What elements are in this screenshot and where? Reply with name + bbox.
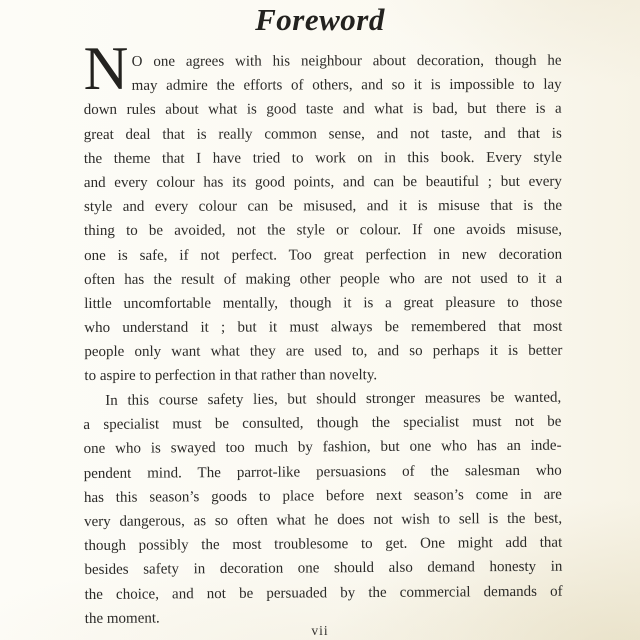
text-line: great deal that is really common sense, and not taste, and that is bbox=[83, 125, 562, 143]
text-line: besides safety in decoration one should also demand honesty in bbox=[84, 558, 563, 578]
text-line: In this course safety lies, but should stronger measures be wanted, bbox=[105, 389, 562, 409]
text-line: pendent mind. The parrot-like persuasions of the salesman who bbox=[83, 461, 562, 482]
text-line: little uncomfortable mentally, though it is a great pleasure to those bbox=[84, 294, 563, 312]
text-line: one is safe, if not perfect. Too great perfection in new decoration bbox=[84, 246, 563, 264]
text-line: thing to be avoided, not the style or colour. If one avoids misuse, bbox=[84, 222, 563, 240]
text-line: the choice, and not be persuaded by the commercial demands of bbox=[84, 582, 563, 603]
text-line: the theme that I have tried to work on in this book. Every style bbox=[83, 149, 562, 167]
drop-cap: N bbox=[83, 34, 129, 104]
text-line: down rules about what is good taste and what is bad, but there is a bbox=[83, 101, 562, 119]
text-line: often has the result of making other people who are not used to it a bbox=[84, 270, 563, 288]
text-line: O one agrees with his neighbour about decoration, though he bbox=[131, 52, 562, 70]
text-line: to aspire to perfection in that rather than novelty. bbox=[84, 367, 378, 385]
page-number: vii bbox=[311, 623, 329, 638]
paragraph-2 bbox=[83, 385, 563, 630]
text-line: has this season’s goods to place before next season’s come in are bbox=[83, 486, 562, 506]
text-line: one who is swayed too much by fashion, but one who has an inde- bbox=[83, 437, 562, 458]
paragraph-1 bbox=[83, 34, 563, 389]
page-title: Foreword bbox=[255, 2, 385, 37]
text-line: style and every colour can be misused, and it is misuse that is the bbox=[83, 197, 562, 216]
text-line: may admire the efforts of others, and so it is impossible to lay bbox=[131, 76, 562, 95]
text-line: a specialist must be consulted, though the specialist must not be bbox=[83, 413, 562, 433]
text-line: the moment. bbox=[84, 609, 160, 627]
text-line: though possibly the most troublesome to get. One might add that bbox=[84, 534, 563, 554]
text-line: and every colour has its good points, and can be beautiful ; but every bbox=[83, 173, 562, 191]
body-text bbox=[83, 34, 563, 631]
text-line: who understand it ; but it must always be remembered that most bbox=[84, 318, 563, 337]
text-line: very dangerous, as so often what he does not wish to sell is the best, bbox=[84, 510, 563, 530]
text-line: people only want what they are used to, and so perhaps it is better bbox=[84, 342, 563, 361]
